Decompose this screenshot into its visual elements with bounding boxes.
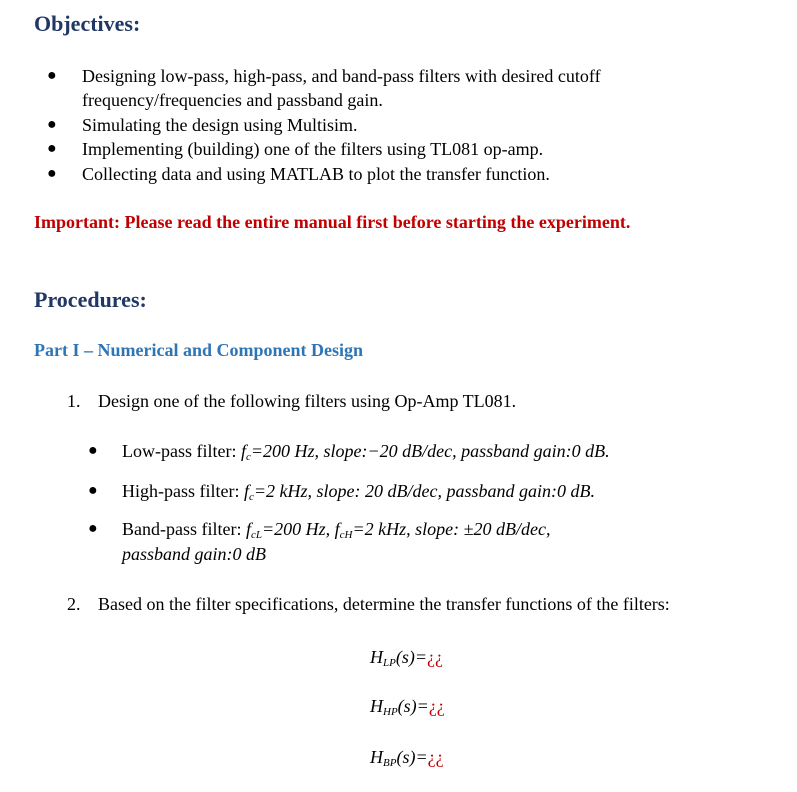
filter-spec-text: =2 kHz, slope: ±20 dB/dec, bbox=[352, 519, 551, 539]
bullet-icon: ● bbox=[47, 116, 57, 133]
objective-item-4: Collecting data and using MATLAB to plot the transfer function. bbox=[82, 164, 550, 184]
bullet-icon: ● bbox=[88, 482, 98, 499]
procedures-heading: Procedures: bbox=[34, 287, 147, 312]
tf-placeholder: ¿¿ bbox=[426, 647, 443, 667]
filter-spec-text: =200 Hz, bbox=[262, 519, 335, 539]
tf-symbol: H bbox=[370, 647, 383, 667]
tf-placeholder: ¿¿ bbox=[428, 696, 445, 716]
tf-argument: (s)= bbox=[397, 696, 429, 716]
tf-argument: (s)= bbox=[396, 747, 428, 767]
objective-item-1-line2: frequency/frequencies and passband gain. bbox=[82, 90, 383, 110]
transfer-function-bp bbox=[370, 745, 444, 775]
transfer-function-hp bbox=[370, 694, 445, 724]
freq-subscript: c bbox=[245, 451, 251, 463]
freq-symbol: f bbox=[334, 519, 340, 539]
freq-symbol: f bbox=[245, 519, 251, 539]
filter-spec-lowpass bbox=[122, 439, 610, 469]
step2-number: 2. bbox=[67, 594, 81, 614]
filter-spec-text: =200 Hz, slope:−20 dB/dec, passband gain:0 dB. bbox=[250, 441, 610, 461]
bullet-icon: ● bbox=[47, 67, 57, 84]
bullet-icon: ● bbox=[47, 165, 57, 182]
filter-label: Band-pass filter: bbox=[122, 519, 246, 539]
part1-title: Part I – Numerical and Component Design bbox=[34, 340, 363, 360]
tf-subscript: LP bbox=[383, 657, 396, 669]
important-note: Important: Please read the entire manual first before starting the experiment. bbox=[34, 212, 631, 232]
filter-label: High-pass filter: bbox=[122, 481, 244, 501]
bullet-icon: ● bbox=[88, 520, 98, 537]
filter-label: Low-pass filter: bbox=[122, 441, 241, 461]
tf-subscript: HP bbox=[383, 706, 398, 718]
step1-text: Design one of the following filters using Op-Amp TL081. bbox=[98, 391, 517, 411]
freq-symbol: f bbox=[243, 481, 249, 501]
objective-item-3: Implementing (building) one of the filters using TL081 op-amp. bbox=[82, 139, 544, 159]
bullet-icon: ● bbox=[47, 140, 57, 157]
freq-symbol: f bbox=[240, 441, 246, 461]
tf-argument: (s)= bbox=[395, 647, 427, 667]
freq-subscript: cH bbox=[339, 529, 353, 541]
filter-spec-bandpass-line2: passband gain:0 dB bbox=[122, 544, 266, 564]
step1-number: 1. bbox=[67, 391, 81, 411]
transfer-function-lp bbox=[370, 645, 443, 675]
objective-item-2: Simulating the design using Multisim. bbox=[82, 115, 358, 135]
bullet-icon: ● bbox=[88, 442, 98, 459]
freq-subscript: c bbox=[249, 491, 254, 503]
step2-text: Based on the filter specifications, determine the transfer functions of the filters: bbox=[98, 594, 670, 614]
filter-spec-text: =2 kHz, slope: 20 dB/dec, passband gain:0 dB. bbox=[253, 481, 595, 501]
objective-item-1-line1: Designing low-pass, high-pass, and band-pass filters with desired cutoff bbox=[82, 66, 601, 86]
tf-symbol: H bbox=[370, 696, 383, 716]
tf-placeholder: ¿¿ bbox=[427, 747, 444, 767]
filter-spec-highpass bbox=[122, 479, 595, 509]
tf-subscript: BP bbox=[383, 757, 397, 769]
objectives-heading: Objectives: bbox=[34, 11, 141, 36]
freq-subscript: cL bbox=[251, 529, 262, 541]
tf-symbol: H bbox=[370, 747, 383, 767]
